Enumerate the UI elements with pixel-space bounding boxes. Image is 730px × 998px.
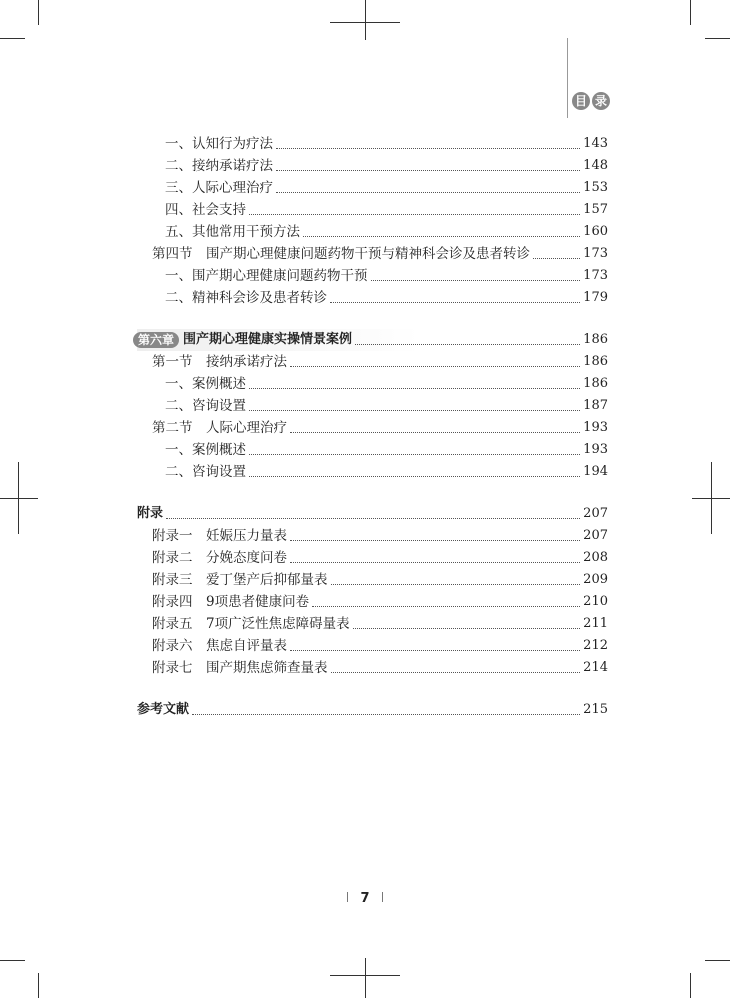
crop-mark (690, 973, 691, 998)
toc-entry[interactable] (137, 461, 608, 483)
dot-leader (371, 280, 581, 281)
toc-entry-page: 212 (583, 638, 608, 653)
toc-entry-title: 附录二 分娩态度问卷 (152, 550, 287, 566)
crop-mark (365, 0, 366, 40)
toc-entry[interactable] (137, 439, 608, 461)
toc-entry-title: 一、案例概述 (165, 442, 246, 458)
toc-entry-title: 第四节 围产期心理健康问题药物干预与精神科会诊及患者转诊 (152, 246, 530, 262)
toc-entry[interactable] (137, 417, 608, 439)
toc-entry-title: 附录 (137, 506, 164, 521)
toc-entry-title: 二、接纳承诺疗法 (165, 158, 273, 174)
crop-mark (38, 0, 39, 25)
toc-entry-page: 194 (583, 464, 608, 479)
toc-entry[interactable] (137, 699, 608, 721)
toc-entry-title: 附录五 7项广泛性焦虑障碍量表 (152, 616, 350, 632)
toc-group (137, 699, 608, 721)
toc-entry[interactable] (137, 569, 608, 591)
toc-entry-title: 一、围产期心理健康问题药物干预 (165, 268, 368, 284)
toc-entry-title: 一、案例概述 (165, 376, 246, 392)
dot-leader (249, 388, 580, 389)
toc-entry-page: 215 (583, 702, 608, 717)
dot-leader (290, 562, 580, 563)
dot-leader (303, 236, 580, 237)
toc-entry-page: 208 (583, 550, 608, 565)
toc-entry[interactable] (137, 373, 608, 395)
toc-entry-title: 一、认知行为疗法 (165, 136, 273, 152)
toc-entry[interactable] (137, 635, 608, 657)
toc-entry-title: 附录七 围产期焦虑筛查量表 (152, 660, 328, 676)
running-header (572, 92, 610, 110)
toc-entry[interactable] (137, 221, 608, 243)
toc-entry-page: 214 (583, 660, 608, 675)
crop-mark (705, 960, 730, 961)
dot-leader (290, 432, 580, 433)
toc-entry-title: 附录三 爱丁堡产后抑郁量表 (152, 572, 328, 588)
toc-entry-page: 173 (583, 246, 608, 261)
toc-entry[interactable] (137, 395, 608, 417)
toc-entry-title: 附录六 焦虑自评量表 (152, 638, 287, 654)
dot-leader (249, 476, 580, 477)
crop-mark (0, 960, 25, 961)
toc-entry-page: 210 (583, 594, 608, 609)
toc-entry-title: 参考文献 (137, 702, 190, 717)
toc-entry-page: 179 (583, 290, 608, 305)
crop-mark (365, 958, 366, 998)
toc-entry-page: 160 (583, 224, 608, 239)
toc-entry-title: 四、社会支持 (165, 202, 246, 218)
toc-entry[interactable] (137, 329, 608, 351)
toc-entry[interactable] (137, 177, 608, 199)
crop-mark (38, 973, 39, 998)
dot-leader (192, 714, 580, 715)
page-number-text: 7 (360, 891, 370, 906)
header-char: 目 (572, 92, 590, 110)
toc-group (137, 329, 608, 483)
toc-entry-title: 附录一 妊娠压力量表 (152, 528, 287, 544)
toc-entry-title: 五、其他常用干预方法 (165, 224, 300, 240)
dot-leader (276, 192, 580, 193)
dot-leader (331, 584, 581, 585)
toc-entry-title: 三、人际心理治疗 (165, 180, 273, 196)
toc-entry-title: 二、咨询设置 (165, 464, 246, 480)
dot-leader (330, 302, 580, 303)
toc-entry-page: 186 (583, 354, 608, 369)
toc-entry-page: 186 (583, 332, 608, 347)
toc-entry[interactable] (137, 199, 608, 221)
toc-entry-page: 153 (583, 180, 608, 195)
toc-entry[interactable] (137, 657, 608, 679)
page-number (0, 891, 730, 906)
dot-leader (353, 628, 581, 629)
toc-group (137, 133, 608, 309)
dot-leader (290, 540, 580, 541)
dot-leader (290, 650, 580, 651)
crop-mark (18, 462, 19, 534)
dot-leader (331, 672, 581, 673)
dot-leader (249, 454, 580, 455)
toc-entry[interactable] (137, 155, 608, 177)
dot-leader (166, 518, 580, 519)
toc-entry-page: 207 (583, 506, 608, 521)
dot-leader (355, 344, 580, 345)
dot-leader (276, 148, 580, 149)
toc-entry-page: 186 (583, 376, 608, 391)
crop-mark (0, 38, 25, 39)
toc-entry-title: 第一节 接纳承诺疗法 (152, 354, 287, 370)
toc-entry-page: 211 (583, 616, 608, 631)
crop-mark (705, 38, 730, 39)
dot-leader (533, 258, 580, 259)
crop-mark (0, 498, 38, 499)
toc-entry[interactable] (137, 503, 608, 525)
toc-entry-page: 193 (583, 420, 608, 435)
toc-entry-page: 173 (583, 268, 608, 283)
toc-entry-title: 第二节 人际心理治疗 (152, 420, 287, 436)
dot-leader (312, 606, 580, 607)
toc-entry[interactable] (137, 525, 608, 547)
toc-entry-page: 143 (583, 136, 608, 151)
toc-entry[interactable] (137, 613, 608, 635)
toc-entry-title: 附录四 9项患者健康问卷 (152, 594, 310, 610)
toc-entry[interactable] (137, 133, 608, 155)
toc-entry-page: 187 (583, 398, 608, 413)
toc-entry-page: 193 (583, 442, 608, 457)
toc-entry-page: 157 (583, 202, 608, 217)
dot-leader (276, 170, 580, 171)
toc-entry-page: 148 (583, 158, 608, 173)
toc-entry-page: 209 (583, 572, 608, 587)
toc-entry-title: 二、咨询设置 (165, 398, 246, 414)
toc-entry[interactable] (137, 351, 608, 373)
toc-entry[interactable] (137, 243, 608, 265)
toc-entry[interactable] (137, 591, 608, 613)
toc-entry[interactable] (137, 265, 608, 287)
toc-entry[interactable] (137, 287, 608, 309)
header-divider (567, 38, 568, 118)
crop-mark (690, 0, 691, 25)
header-char: 录 (592, 92, 610, 110)
chapter-badge: 第六章 (133, 332, 179, 348)
crop-mark (711, 462, 712, 534)
dot-leader (249, 410, 580, 411)
table-of-contents (137, 133, 608, 741)
toc-entry-page: 207 (583, 528, 608, 543)
dot-leader (249, 214, 580, 215)
dot-leader (290, 366, 580, 367)
toc-group (137, 503, 608, 679)
toc-entry[interactable] (137, 547, 608, 569)
toc-entry-title: 围产期心理健康实操情景案例 (183, 332, 353, 347)
toc-entry-title: 二、精神科会诊及患者转诊 (165, 290, 327, 306)
